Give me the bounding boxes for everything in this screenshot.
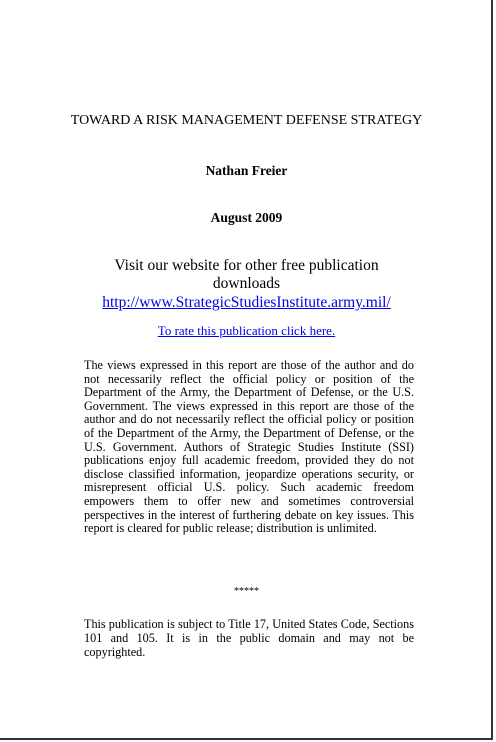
publication-date: August 2009 <box>210 210 283 225</box>
document-title: TOWARD A RISK MANAGEMENT DEFENSE STRATEGY <box>70 113 423 128</box>
visit-text: Visit our website for other free publication downloads <box>114 257 379 292</box>
author-name: Nathan Freier <box>205 163 288 178</box>
website-notice <box>0 257 493 312</box>
section-separator: ***** <box>234 586 259 597</box>
rate-publication <box>0 323 493 339</box>
disclaimer-paragraph: The views expressed in this report are those of the author and do not necessarily reflect the official policy or position of the Department of the Army, the Department of Defense, or the U.S. Government. The views expressed in this report are those of the author and do not necessarily reflect the official policy or position of the Department of the Army, the Department of Defense, or the U.S. Government. Authors of Strategic Studies Institute (SSI) publications enjoy full academic freedom, provided they do not disclose classified information, jeopardize operations security, or misrepresent official U.S. policy. Such academic freedom empowers them to offer new and sometimes controversial perspectives in the interest of furthering debate on key issues. This report is cleared for public release; distribution is unlimited. <box>84 358 414 536</box>
rate-publication-link[interactable]: To rate this publication click here. <box>157 323 336 338</box>
website-link[interactable]: http://www.StrategicStudiesInstitute.army.mil/ <box>102 294 391 311</box>
copyright-notice: This publication is subject to Title 17, United States Code, Sections 101 and 105. It is in the public domain and may not be copyrighted. <box>84 617 414 659</box>
